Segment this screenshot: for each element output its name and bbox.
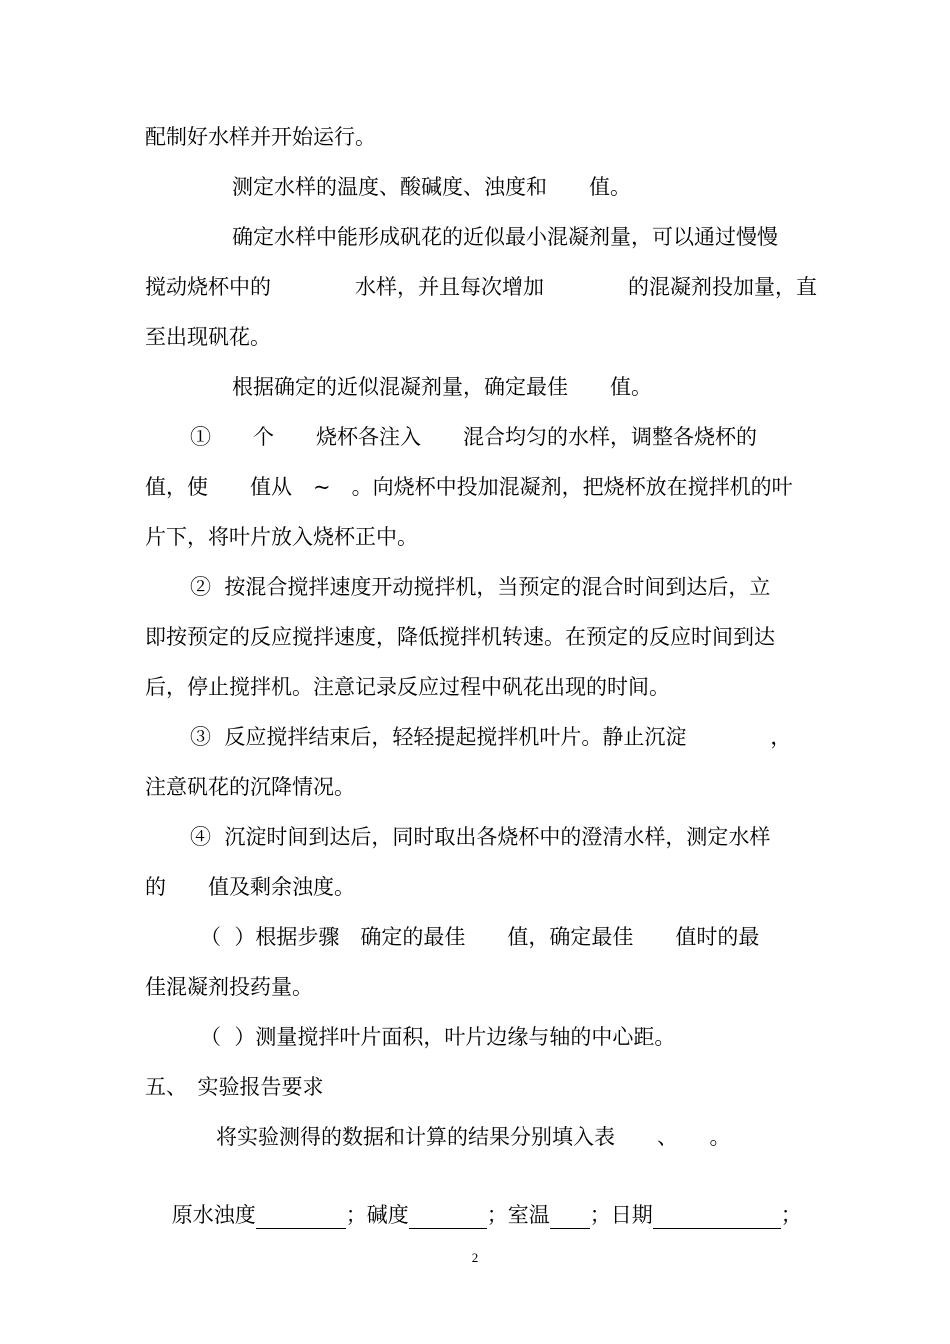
text-line: ② 按混合搅拌速度开动搅拌机，当预定的混合时间到达后，立 (190, 575, 771, 599)
text-line: 注意矾花的沉降情况。 (145, 775, 355, 799)
text-line: 搅动烧杯中的 水样，并且每次增加 的混凝剂投加量，直 (145, 275, 817, 299)
text-line: （ ）根据步骤 确定的最佳 值，确定最佳 值时的最 (200, 925, 760, 949)
text-line: ③ 反应搅拌结束后，轻轻提起搅拌机叶片。静止沉淀 ， (190, 725, 792, 749)
room-temp-blank[interactable] (550, 1206, 590, 1229)
alkalinity-label: 碱度 (366, 1203, 409, 1227)
text-line: 佳混凝剂投药量。 (145, 975, 313, 999)
turbidity-label: 原水浊度 (171, 1203, 256, 1227)
separator: ； (780, 1203, 802, 1227)
text-line: 确定水样中能形成矾花的近似最小混凝剂量，可以通过慢慢 (232, 225, 778, 249)
alkalinity-blank[interactable] (409, 1206, 487, 1229)
text-line: （ ）测量搅拌叶片面积，叶片边缘与轴的中心距。 (200, 1025, 676, 1049)
text-line: 配制好水样并开始运行。 (145, 125, 376, 149)
section-heading: 五、 实验报告要求 (145, 1075, 324, 1099)
turbidity-blank[interactable] (256, 1206, 346, 1229)
date-blank[interactable] (653, 1206, 781, 1229)
separator: ； (345, 1203, 367, 1227)
text-line: ① 个 烧杯各注入 混合均匀的水样，调整各烧杯的 (190, 425, 757, 449)
text-line: 值，使 值从 ~ 。向烧杯中投加混凝剂，把烧杯放在搅拌机的叶 (145, 475, 793, 499)
page-number: 2 (471, 1250, 479, 1265)
text-line: 根据确定的近似混凝剂量，确定最佳 值。 (232, 375, 652, 399)
separator: ； (589, 1203, 611, 1227)
text-line: 后，停止搅拌机。注意记录反应过程中矾花出现的时间。 (145, 675, 670, 699)
date-label: 日期 (610, 1203, 653, 1227)
text-line: 测定水样的温度、酸碱度、浊度和 值。 (232, 175, 631, 199)
text-line: 片下，将叶片放入烧杯正中。 (145, 525, 418, 549)
text-line: 即按预定的反应搅拌速度，降低搅拌机转速。在预定的反应时间到达 (145, 625, 775, 649)
form-line (145, 1173, 802, 1227)
room-temp-label: 室温 (507, 1203, 550, 1227)
text-line: 将实验测得的数据和计算的结果分别填入表 、 。 (216, 1125, 731, 1149)
text-line: 至出现矾花。 (145, 325, 271, 349)
text-line: ④ 沉淀时间到达后，同时取出各烧杯中的澄清水样，测定水样 (190, 825, 771, 849)
separator: ； (486, 1203, 508, 1227)
text-line: 的 值及剩余浊度。 (145, 875, 355, 899)
